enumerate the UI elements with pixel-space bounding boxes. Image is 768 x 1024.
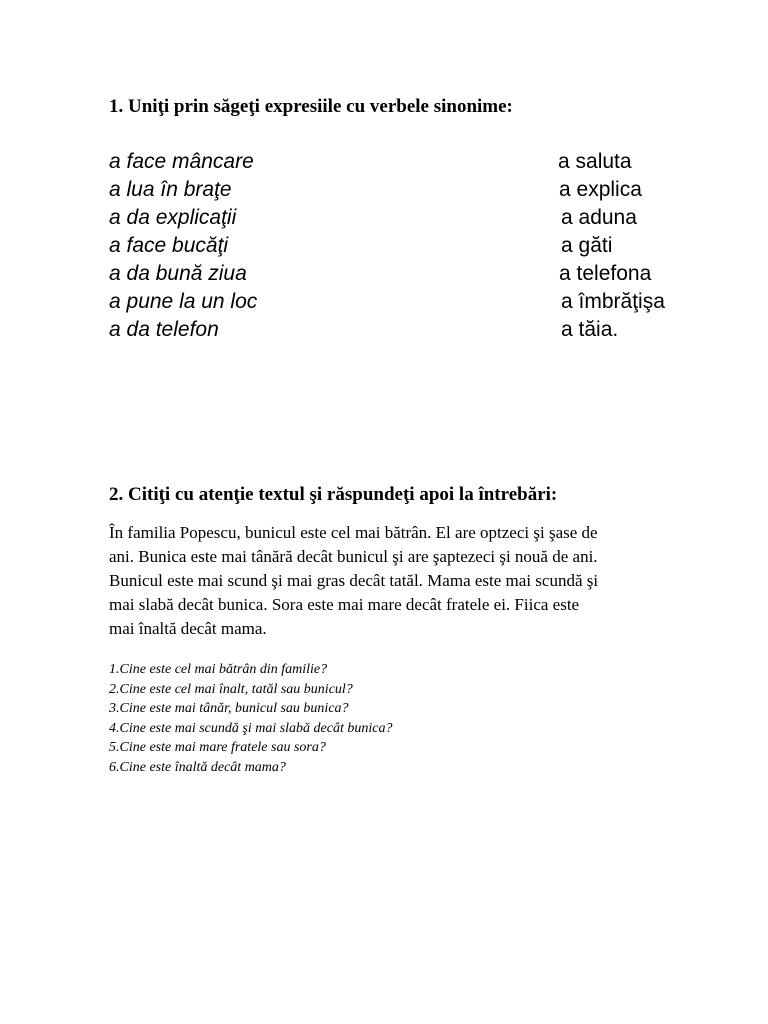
question-item: 3.Cine este mai tânăr, bunicul sau bunica? <box>109 701 349 716</box>
verb-item: a îmbrăţişa <box>561 290 665 313</box>
verb-item: a saluta <box>558 150 632 173</box>
question-item: 5.Cine este mai mare fratele sau sora? <box>109 740 326 755</box>
verb-item: a aduna <box>561 206 637 229</box>
text-line: ani. Bunica este mai tânără decât bunicul şi are şaptezeci şi nouă de ani. <box>109 547 598 566</box>
expression-item: a da explicaţii <box>109 206 237 229</box>
verb-item: a telefona <box>559 262 652 285</box>
text-line: Bunicul este mai scund şi mai gras decât tatăl. Mama este mai scundă şi <box>109 571 599 590</box>
exercise-1-title: 1. Uniţi prin săgeţi expresiile cu verbele sinonime: <box>109 96 513 117</box>
verb-item: a explica <box>559 178 642 201</box>
expression-item: a pune la un loc <box>109 290 258 313</box>
expressions-list <box>109 148 257 344</box>
question-item: 2.Cine este cel mai înalt, tatăl sau bunicul? <box>109 681 353 697</box>
questions-list <box>109 660 392 777</box>
expression-item: a da telefon <box>109 318 219 341</box>
expression-item: a face bucăţi <box>109 234 229 257</box>
expression-item: a face mâncare <box>109 150 254 173</box>
question-item: 6.Cine este înaltă decât mama? <box>109 759 286 775</box>
exercise-2-title: 2. Citiţi cu atenţie textul şi răspundeţi apoi la întrebări: <box>109 484 558 505</box>
question-item: 1.Cine este cel mai bătrân din familie? <box>109 662 328 677</box>
verb-item: a tăia. <box>561 318 619 341</box>
text-line: În familia Popescu, bunicul este cel mai bătrân. El are optzeci şi şase de <box>109 523 598 542</box>
reading-text <box>109 521 709 641</box>
question-item: 4.Cine este mai scundă şi mai slabă decât bunica? <box>109 720 393 736</box>
expression-item: a lua în braţe <box>109 178 232 201</box>
text-line: mai înaltă decât mama. <box>109 619 267 638</box>
verbs-list <box>556 148 665 344</box>
expression-item: a da bună ziua <box>109 262 247 285</box>
verb-item: a găti <box>561 234 613 257</box>
text-line: mai slabă decât bunica. Sora este mai mare decât fratele ei. Fiica este <box>109 595 580 614</box>
